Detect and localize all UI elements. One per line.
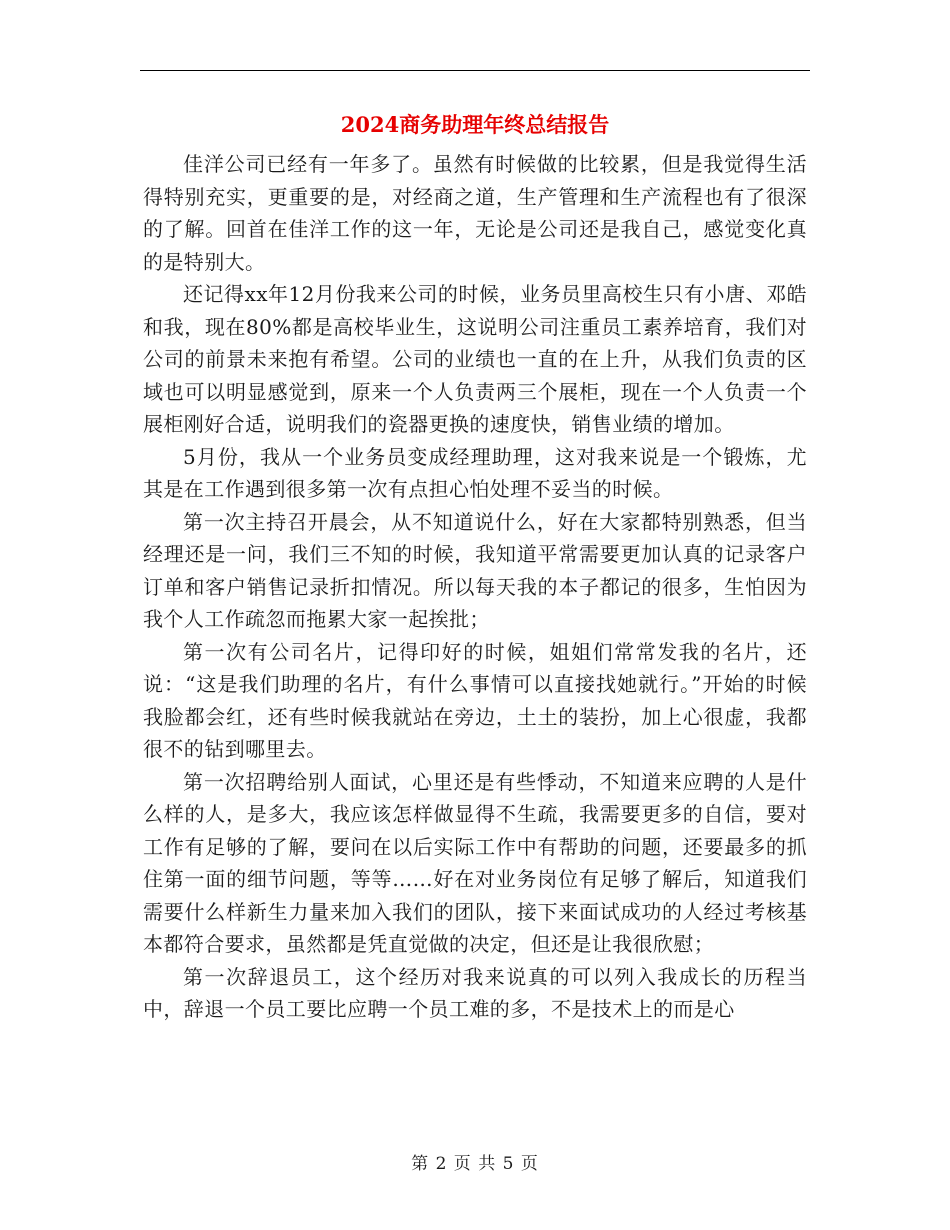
paragraph: 第一次有公司名片，记得印好的时候，姐姐们常常发我的名片，还说：“这是我们助理的名片，有什么事情可以直接找她就行。”开始的时候我脸都会红，还有些时候我就站在旁边，土土的装扮，加上心很虚，我都很不的钻到哪里去。	[143, 639, 807, 761]
document-title: 2024商务助理年终总结报告	[340, 112, 610, 137]
header-rule	[140, 70, 810, 71]
paragraph: 第一次主持召开晨会，从不知道说什么，好在大家都特别熟悉，但当经理还是一问，我们三不知的时候，我知道平常需要更加认真的记录客户订单和客户销售记录折扣情况。所以每天我的本子都记的很多，生怕因为我个人工作疏忽而拖累大家一起挨批；	[143, 509, 807, 631]
paragraph: 还记得xx年12月份我来公司的时候，业务员里高校生只有小唐、邓皓和我，现在80%都是高校毕业生，这说明公司注重员工素养培育，我们对公司的前景未来抱有希望。公司的业绩也一直的在上升，从我们负责的区域也可以明显感觉到，原来一个人负责两三个展柜，现在一个人负责一个展柜刚好合适，说明我们的瓷器更换的速度快，销售业绩的增加。	[143, 282, 807, 436]
paragraph: 第一次招聘给别人面试，心里还是有些悸动，不知道来应聘的人是什么样的人，是多大，我应该怎样做显得不生疏，我需要更多的自信，要对工作有足够的了解，要问在以后实际工作中有帮助的问题，还要最多的抓住第一面的细节问题，等等……好在对业务岗位有足够了解后，知道我们需要什么样新生力量来加入我们的团队，接下来面试成功的人经过考核基本都符合要求，虽然都是凭直觉做的决定，但还是让我很欣慰；	[143, 769, 807, 956]
paragraph: 5月份，我从一个业务员变成经理助理，这对我来说是一个锻炼，尤其是在工作遇到很多第一次有点担心怕处理不妥当的时候。	[143, 444, 807, 501]
page-number: 第 2 页 共 5 页	[411, 1154, 539, 1174]
document-body	[143, 148, 807, 1026]
paragraph: 佳洋公司已经有一年多了。虽然有时候做的比较累，但是我觉得生活得特别充实，更重要的是，对经商之道，生产管理和生产流程也有了很深的了解。回首在佳洋工作的这一年，无论是公司还是我自己，感觉变化真的是特别大。	[143, 152, 807, 274]
paragraph: 第一次辞退员工，这个经历对我来说真的可以列入我成长的历程当中，辞退一个员工要比应聘一个员工难的多，不是技术上的而是心	[143, 964, 807, 1021]
